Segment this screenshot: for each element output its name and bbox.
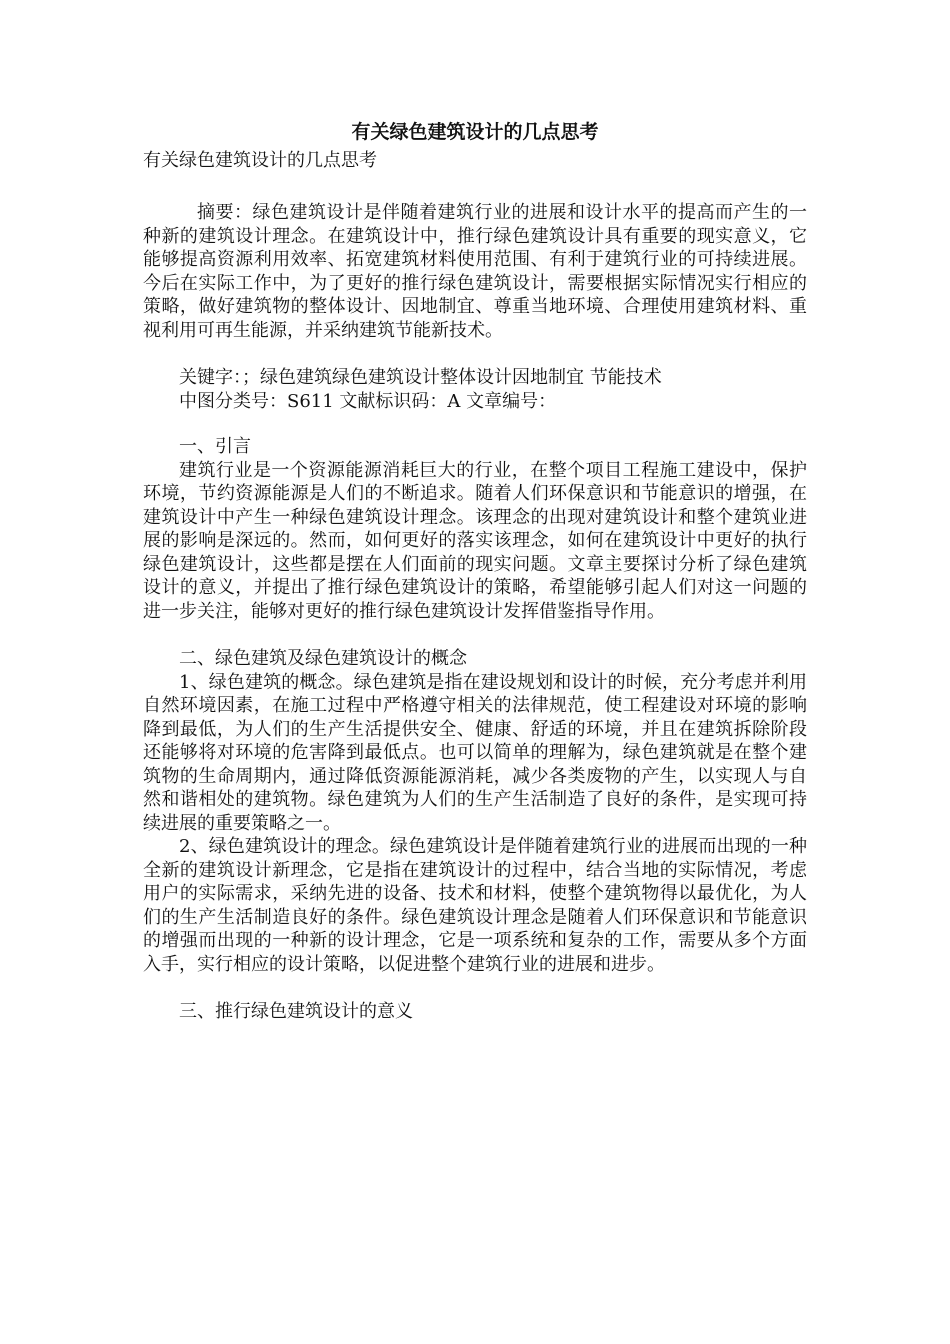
classification-line: 中图分类号：S611 文献标识码：A 文章编号： xyxy=(179,390,557,412)
concept-paragraph-2: 2、绿色建筑设计的理念。绿色建筑设计是伴随着建筑行业的进展而出现的一种全新的建筑设计新理念，它是指在建筑设计的过程中，结合当地的实际情况，考虑用户的实际需求，采纳先进的设备、技术和材料，使整个建筑物得以最优化，为人们的生产生活制造良好的条件。绿色建筑设计理念是随着人们环保意识和节能意识的增强而出现的一种新的设计理念，它是一项系统和复杂的工作，需要从多个方面入手，实行相应的设计策略，以促进整个建筑行业的进展和进步。 xyxy=(143,836,807,975)
document-page xyxy=(143,118,807,1024)
spacer xyxy=(143,342,807,366)
spacer xyxy=(143,623,807,647)
spacer xyxy=(143,976,807,1000)
spacer xyxy=(143,173,807,201)
section-heading-concept: 二、绿色建筑及绿色建筑设计的概念 xyxy=(179,648,467,669)
concept-paragraph-1: 1、绿色建筑的概念。绿色建筑是指在建设规划和设计的时候，充分考虑并利用自然环境因素，在施工过程中严格遵守相关的法律规范，使工程建设对环境的影响降到最低，为人们的生产生活提供安全、健康、舒适的环境，并且在建筑拆除阶段还能够将对环境的危害降到最低点。也可以简单的理解为，绿色建筑就是在整个建筑物的生命周期内，通过降低资源能源消耗，减少各类废物的产生，以实现人与自然和谐相处的建筑物。绿色建筑为人们的生产生活制造了良好的条件，是实现可持续进展的重要策略之一。 xyxy=(143,671,807,834)
spacer xyxy=(143,413,807,435)
section-heading-significance: 三、推行绿色建筑设计的意义 xyxy=(179,1001,413,1022)
abstract-paragraph: 摘要：绿色建筑设计是伴随着建筑行业的进展和设计水平的提高而产生的一种新的建筑设计理念。在建筑设计中，推行绿色建筑设计具有重要的现实意义，它能够提高资源利用效率、拓宽建筑材料使用范围、有利于建筑行业的可持续进展。今后在实际工作中，为了更好的推行绿色建筑设计，需要根据实际情况实行相应的策略，做好建筑物的整体设计、因地制宜、尊重当地环境、合理使用建筑材料、重视利用可再生能源，并采纳建筑节能新技术。 xyxy=(143,202,807,341)
document-title: 有关绿色建筑设计的几点思考 xyxy=(351,121,599,143)
intro-paragraph: 建筑行业是一个资源能源消耗巨大的行业，在整个项目工程施工建设中，保护环境，节约资源能源是人们的不断追求。随着人们环保意识和节能意识的增强，在建筑设计中产生一种绿色建筑设计理念。该理念的出现对建筑设计和整个建筑业进展的影响是深远的。然而，如何更好的落实该理念，如何在建筑设计中更好的执行绿色建筑设计，这些都是摆在人们面前的现实问题。文章主要探讨分析了绿色建筑设计的意义，并提出了推行绿色建筑设计的策略，希望能够引起人们对这一问题的进一步关注，能够对更好的推行绿色建筑设计发挥借鉴指导作用。 xyxy=(143,459,807,622)
document-subtitle: 有关绿色建筑设计的几点思考 xyxy=(143,150,377,171)
section-heading-intro: 一、引言 xyxy=(179,436,251,457)
keywords-line: 关键字：；绿色建筑绿色建筑设计整体设计因地制宜 节能技术 xyxy=(179,367,662,388)
